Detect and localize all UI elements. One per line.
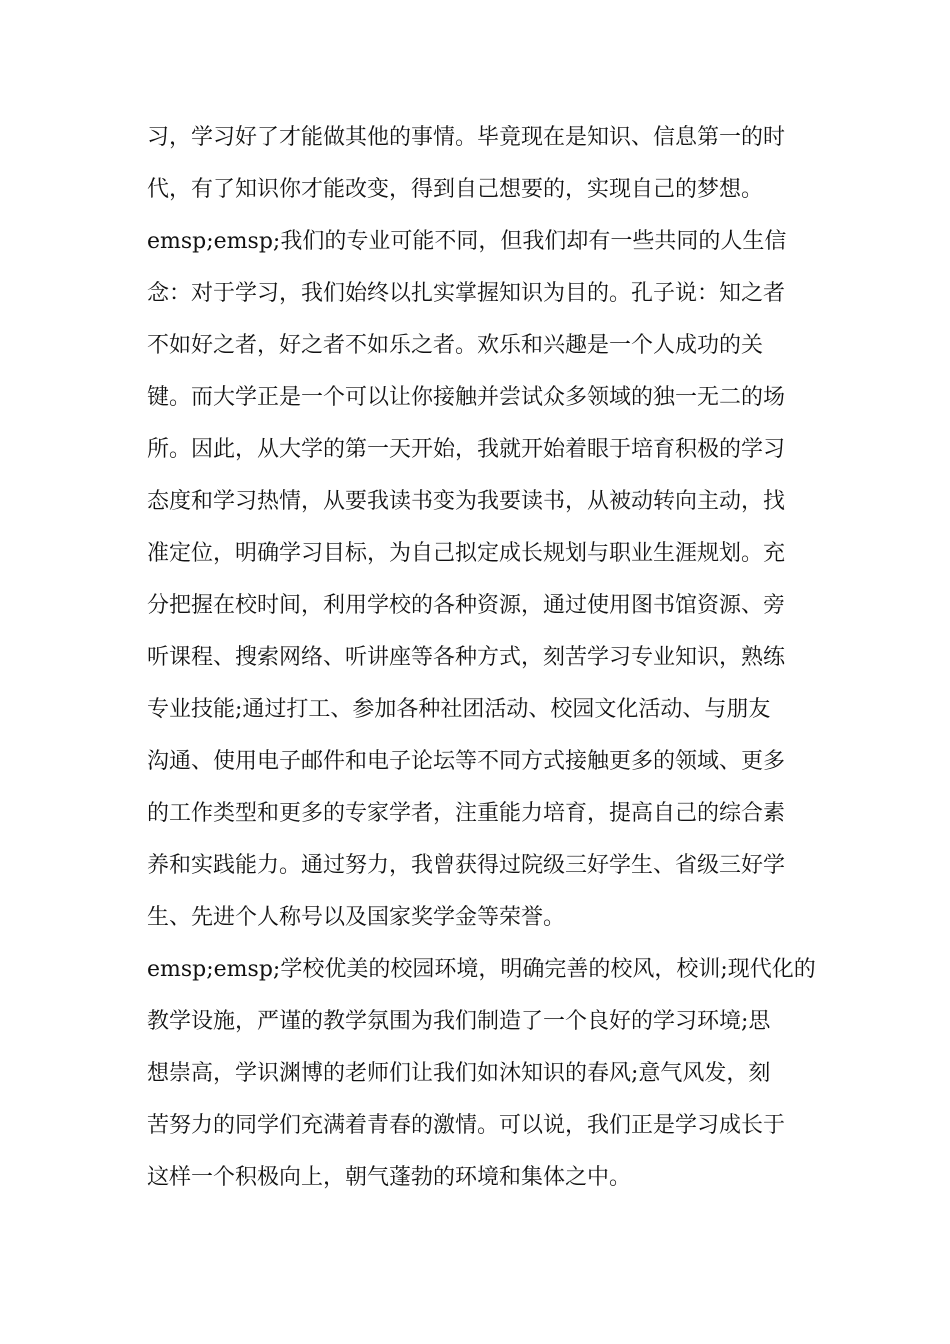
- text-line: 教学设施，严谨的教学氛围为我们制造了一个良好的学习环境;思: [147, 1009, 771, 1034]
- text-line: 想崇高，学识渊博的老师们让我们如沐知识的春风;意气风发，刻: [147, 1061, 771, 1086]
- text-line: 养和实践能力。通过努力，我曾获得过院级三好学生、省级三好学: [147, 853, 786, 878]
- text-line: 不如好之者，好之者不如乐之者。欢乐和兴趣是一个人成功的关: [147, 333, 764, 358]
- text-line: 听课程、搜索网络、听讲座等各种方式，刻苦学习专业知识，熟练: [147, 645, 786, 670]
- text-line: 这样一个积极向上，朝气蓬勃的环境和集体之中。: [147, 1165, 632, 1190]
- text-line: 习，学习好了才能做其他的事情。毕竟现在是知识、信息第一的时: [147, 125, 786, 150]
- text-line: 键。而大学正是一个可以让你接触并尝试众多领域的独一无二的场: [147, 385, 786, 410]
- text-line: emsp;emsp;我们的专业可能不同，但我们却有一些共同的人生信: [147, 229, 787, 254]
- text-line: 沟通、使用电子邮件和电子论坛等不同方式接触更多的领域、更多: [147, 749, 786, 774]
- text-line: 分把握在校时间，利用学校的各种资源，通过使用图书馆资源、旁: [147, 593, 786, 618]
- text-line: 生、先进个人称号以及国家奖学金等荣誉。: [147, 905, 566, 930]
- text-line: 念：对于学习，我们始终以扎实掌握知识为目的。孔子说：知之者: [147, 281, 786, 306]
- text-line: 准定位，明确学习目标，为自己拟定成长规划与职业生涯规划。充: [147, 541, 786, 566]
- text-line: 专业技能;通过打工、参加各种社团活动、校园文化活动、与朋友: [147, 697, 771, 722]
- text-line: 的工作类型和更多的专家学者，注重能力培育，提高自己的综合素: [147, 801, 786, 826]
- text-line: 代，有了知识你才能改变，得到自己想要的，实现自己的梦想。: [147, 177, 764, 202]
- text-line: 态度和学习热情，从要我读书变为我要读书，从被动转向主动，找: [147, 489, 786, 514]
- text-line: 苦努力的同学们充满着青春的激情。可以说，我们正是学习成长于: [147, 1113, 786, 1138]
- text-line: 所。因此，从大学的第一天开始，我就开始着眼于培育积极的学习: [147, 437, 786, 462]
- body-text: [147, 112, 816, 1204]
- text-line: emsp;emsp;学校优美的校园环境，明确完善的校风，校训;现代化的: [147, 957, 816, 982]
